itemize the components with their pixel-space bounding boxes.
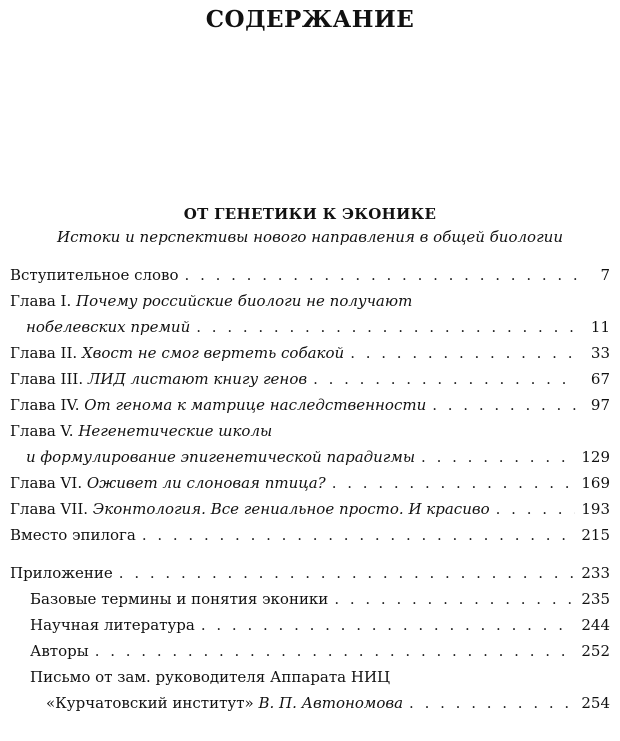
chapter-label: Глава IV. — [10, 396, 80, 414]
toc-entry-label: Приложение — [10, 564, 113, 582]
toc-page-number: 235 — [581, 590, 610, 608]
toc-entry-appendix[interactable] — [10, 560, 610, 586]
letter-author: В. П. Автономова — [258, 694, 404, 712]
leader-dots — [313, 366, 578, 392]
toc-entry-chapter-6[interactable] — [10, 470, 610, 496]
page-title: СОДЕРЖАНИЕ — [205, 6, 415, 33]
toc-page-number: 193 — [581, 500, 610, 518]
chapter-label: Глава V. — [10, 422, 74, 440]
chapter-title: Эконтология. Все гениальное просто. И красиво — [92, 500, 490, 518]
toc-entry-label-continued: «Курчатовский институт» — [46, 694, 254, 712]
toc-page-number: 252 — [581, 642, 610, 660]
table-of-contents — [10, 262, 610, 716]
toc-page-number: 7 — [600, 266, 610, 284]
toc-entry-label: Письмо от зам. руководителя Аппарата НИЦ — [30, 668, 391, 686]
chapter-title: Почему российские биологи не получают — [76, 292, 413, 310]
toc-entry-intro[interactable] — [10, 262, 610, 288]
leader-dots — [421, 444, 575, 470]
leader-dots — [185, 262, 578, 288]
leader-dots — [196, 314, 578, 340]
toc-entry-chapter-4[interactable] — [10, 392, 610, 418]
toc-entry-chapter-1[interactable] — [10, 288, 610, 340]
chapter-title: Хвост не смог вертеть собакой — [81, 344, 345, 362]
toc-entry-appendix-letter[interactable] — [10, 664, 610, 716]
leader-dots — [119, 560, 576, 586]
chapter-title-continued: нобелевских премий — [26, 318, 191, 336]
toc-entry-label: Авторы — [30, 642, 89, 660]
toc-page-number: 215 — [581, 526, 610, 544]
toc-page-number: 233 — [581, 564, 610, 582]
leader-dots — [432, 392, 578, 418]
toc-entry-chapter-3[interactable] — [10, 366, 610, 392]
leader-dots — [350, 340, 578, 366]
toc-entry-label: Вместо эпилога — [10, 526, 136, 544]
toc-entry-label: Научная литература — [30, 616, 195, 634]
toc-page-number: 33 — [590, 344, 610, 362]
book-title: ОТ ГЕНЕТИКИ К ЭКОНИКЕ — [183, 205, 437, 223]
leader-dots — [332, 470, 576, 496]
toc-page-number: 129 — [581, 448, 610, 466]
leader-dots — [409, 690, 575, 716]
book-subtitle: Истоки и перспективы нового направления в общей биологии — [56, 228, 563, 246]
leader-dots — [142, 522, 576, 548]
toc-entry-appendix-authors[interactable] — [10, 638, 610, 664]
toc-page-number: 11 — [590, 318, 610, 336]
chapter-label: Глава I. — [10, 292, 72, 310]
leader-dots — [496, 496, 576, 522]
chapter-label: Глава III. — [10, 370, 84, 388]
toc-entry-appendix-terms[interactable] — [10, 586, 610, 612]
toc-entry-chapter-2[interactable] — [10, 340, 610, 366]
chapter-title: Негенетические школы — [78, 422, 273, 440]
chapter-title: ЛИД листают книгу генов — [87, 370, 308, 388]
toc-entry-epilogue[interactable] — [10, 522, 610, 548]
toc-entry-chapter-7[interactable] — [10, 496, 610, 522]
toc-page-number: 244 — [581, 616, 610, 634]
toc-page-number: 97 — [590, 396, 610, 414]
leader-dots — [201, 612, 576, 638]
leader-dots — [334, 586, 575, 612]
chapter-title-continued: и формулирование эпигенетической парадигмы — [26, 448, 416, 466]
toc-entry-appendix-literature[interactable] — [10, 612, 610, 638]
toc-page-number: 169 — [581, 474, 610, 492]
chapter-label: Глава VI. — [10, 474, 83, 492]
chapter-label: Глава II. — [10, 344, 78, 362]
toc-page-number: 254 — [581, 694, 610, 712]
chapter-label: Глава VII. — [10, 500, 89, 518]
toc-entry-label: Вступительное слово — [10, 266, 179, 284]
chapter-title: От генома к матрице наследственности — [84, 396, 427, 414]
toc-entry-label: Базовые термины и понятия эконики — [30, 590, 329, 608]
toc-entry-chapter-5[interactable] — [10, 418, 610, 470]
chapter-title: Оживет ли слоновая птица? — [86, 474, 326, 492]
toc-page-number: 67 — [590, 370, 610, 388]
leader-dots — [95, 638, 576, 664]
